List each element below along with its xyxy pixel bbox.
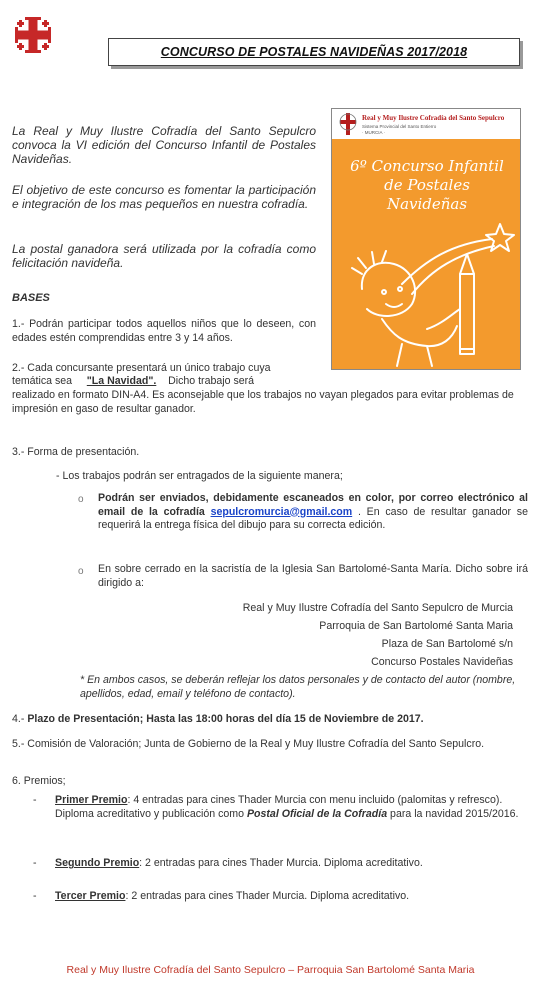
prize-1-label: Primer Premio (55, 794, 128, 806)
poster-contest-title: 6º Concurso Infantil de Postales Navideñas (350, 157, 504, 213)
poster-emblem-icon (338, 112, 358, 136)
intro-paragraph-2: El objetivo de este concurso es fomentar la participación e integración de los mas pequeños en nuestra cofradía. (12, 183, 316, 211)
option-bullet-icon: o (78, 494, 84, 505)
poster-org-sub: Sistema Provincial del Santo Entierro (362, 124, 437, 129)
base-5: 5.- Comisión de Valoración; Junta de Gobierno de la Real y Muy Ilustre Cofradía del Santo Sepulcro. (12, 738, 485, 750)
document-title-box (108, 38, 520, 66)
base-3: 3.- Forma de presentación. (12, 446, 140, 458)
base-6: 6. Premios; (12, 775, 66, 787)
prize-1-text-end: para la navidad 2015/2016. (390, 807, 519, 820)
page-footer: Real y Muy Ilustre Cofradía del Santo Sepulcro – Parroquia San Bartolomé Santa Maria (66, 964, 475, 976)
prize-1-official: Postal Oficial de la Cofradía (246, 807, 388, 820)
contest-poster-image (331, 108, 521, 370)
base-2-theme-rest: Dicho trabajo será (168, 375, 255, 387)
email-link[interactable]: sepulcromurcia@gmail.com (210, 505, 353, 518)
address-line: Concurso Postales Navideñas (371, 656, 513, 668)
prize-2 (55, 857, 527, 871)
prize-2-label: Segundo Premio (55, 857, 140, 869)
base-2-theme-label: temática sea (12, 375, 73, 387)
poster-org-city: · MURCIA · (362, 130, 385, 135)
base-3-intro: - Los trabajos podrán ser entragados de la siguiente manera; (56, 470, 343, 482)
prize-dash: - (33, 857, 37, 869)
prize-2-text: : 2 entradas para cines Thader Murcia. Diploma acreditativo. (139, 857, 423, 869)
bases-heading: BASES (12, 292, 50, 304)
address-line: Plaza de San Bartolomé s/n (381, 638, 513, 650)
option-bullet-icon: o (78, 566, 84, 577)
poster-org-name: Real y Muy Ilustre Cofradía del Santo Sepulcro (362, 114, 505, 122)
address-line: Real y Muy Ilustre Cofradía del Santo Sepulcro de Murcia (242, 602, 513, 614)
base-3-note: * En ambos casos, se deberán reflejar los datos personales y de contacto del autor (nombre, apellidos, edad, email y teléfono de contacto). (80, 674, 516, 700)
child-drawing-illustration (332, 214, 522, 369)
prize-dash: - (33, 794, 37, 806)
base-3-option-1-bold: Podrán ser enviados, debidamente escaneados en color, por correo electrónico al email de la cofradía (98, 492, 528, 518)
prize-3 (55, 890, 527, 904)
base-3-option-2: En sobre cerrado en la sacristía de la Iglesia San Bartolomé-Santa María. Dicho sobre irá dirigido a: (98, 563, 528, 589)
address-line: Parroquia de San Bartolomé Santa Maria (319, 620, 513, 632)
prize-1-text: : 4 entradas para cines Thader Murcia con menu incluido (palomitas y refresco). Diploma acreditativo y publicación como (55, 794, 503, 820)
base-2-line-2 (12, 375, 316, 389)
base-2-line-1: 2.- Cada concursante presentará un único trabajo cuya (12, 362, 271, 374)
base-4-deadline: Plazo de Presentación; Hasta las 18:00 horas del día 15 de Noviembre de 2017. (27, 713, 424, 725)
cross-logo-icon (12, 14, 54, 56)
prize-3-label: Tercer Premio (55, 890, 126, 902)
base-4-prefix: 4.- (12, 713, 28, 725)
intro-paragraph-3: La postal ganadora será utilizada por la cofradía como felicitación navideña. (12, 242, 316, 270)
prize-dash: - (33, 890, 37, 902)
poster-header (332, 109, 520, 139)
base-3-option-1 (98, 492, 528, 533)
base-2-line-3: realizado en formato DIN-A4. Es aconsejable que los trabajos no vayan plegados para evitar problemas de impresión en gaso de resultar ganador. (12, 389, 514, 415)
prize-3-text: : 2 entradas para cines Thader Murcia. Diploma acreditativo. (125, 890, 410, 902)
document-title: CONCURSO DE POSTALES NAVIDEÑAS 2017/2018 (160, 45, 468, 59)
prize-1 (55, 794, 527, 821)
base-4 (12, 713, 532, 727)
intro-paragraph-1: La Real y Muy Ilustre Cofradía del Santo Sepulcro convoca la VI edición del Concurso Infantil de Postales Navideñas. (12, 124, 316, 166)
base-3-option-1-rest: . En caso de resultar ganador se requerirá la entrega física del dibujo para su correcta edición. (98, 505, 528, 531)
base-1: 1.- Podrán participar todos aquellos niños que lo deseen, con edades estén comprendidas entre 3 y 14 años. (12, 318, 316, 344)
base-2-theme: "La Navidad". (86, 375, 157, 387)
